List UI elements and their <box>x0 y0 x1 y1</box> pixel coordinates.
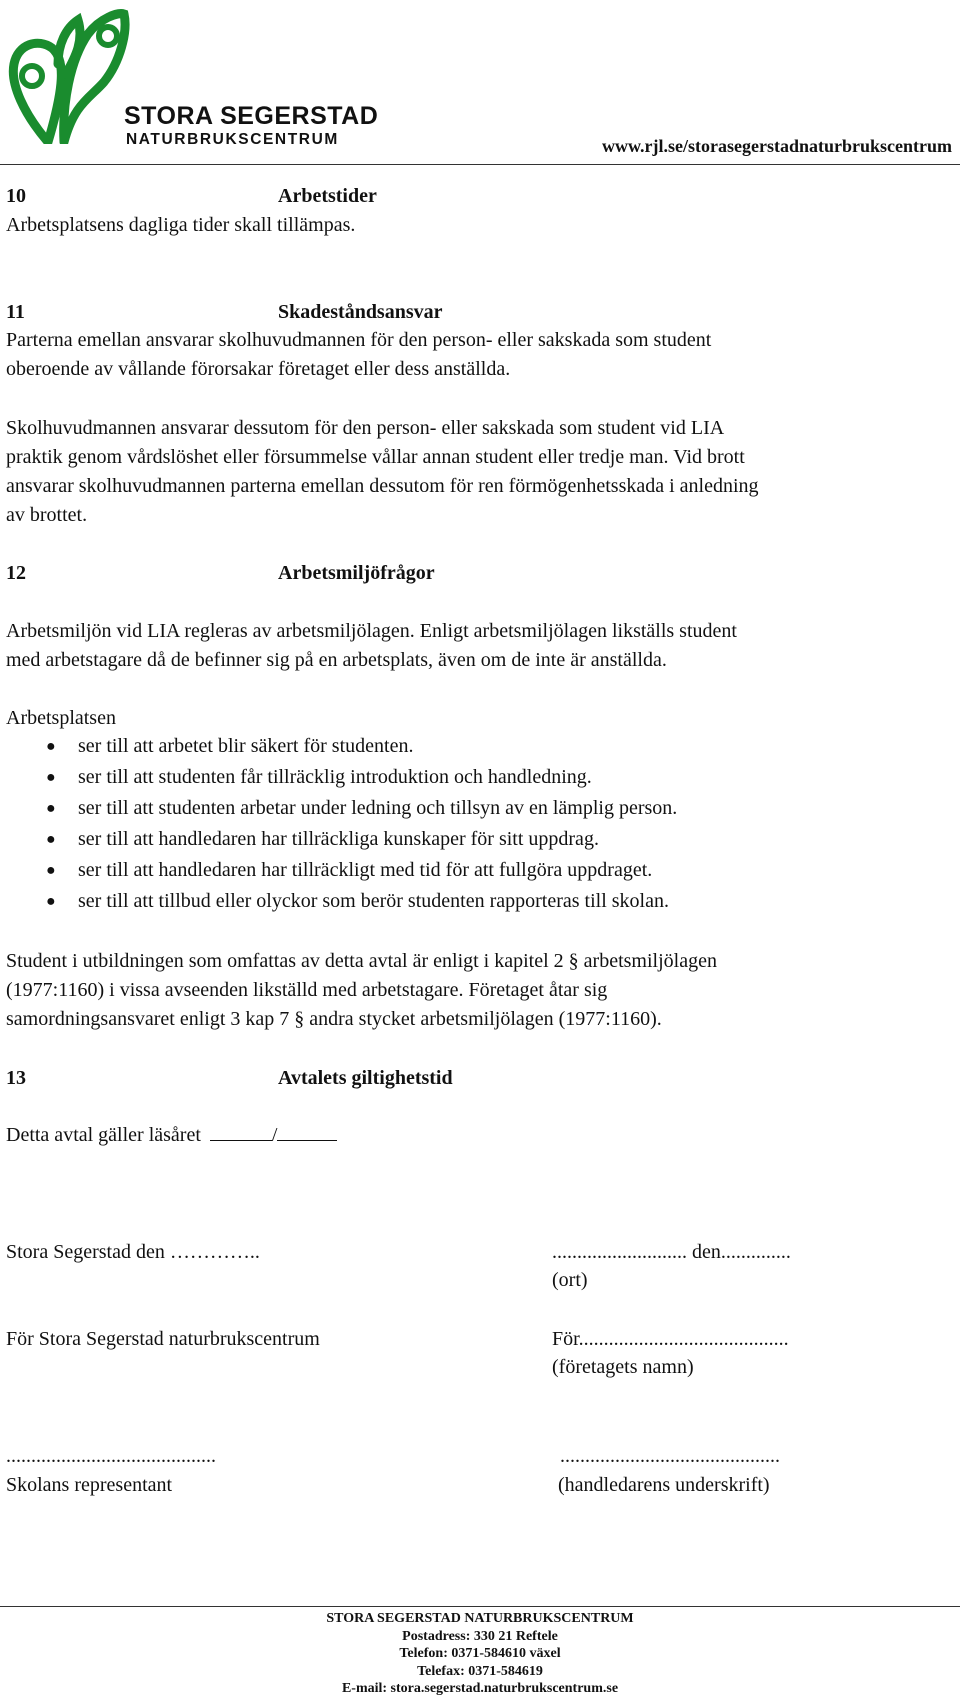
list-item-text: ser till att handledaren har tillräckligt med tid för att fullgöra uppdraget. <box>78 859 653 881</box>
signature-org-right: För.......................................... <box>552 1328 789 1350</box>
bullet-icon: ● <box>46 738 56 755</box>
validity-label: Detta avtal gäller läsåret <box>6 1124 201 1146</box>
bullet-icon: ● <box>46 800 56 817</box>
footer-phone: Telefon: 0371-584610 växel <box>399 1646 561 1661</box>
footer-rule <box>0 1606 960 1607</box>
text-line: med arbetstagare då de befinner sig på en arbetsplats, även om de inte är anställda. <box>6 649 667 671</box>
year-to-field[interactable] <box>277 1122 337 1141</box>
logo-name: STORA SEGERSTAD <box>124 102 379 130</box>
section-11-paragraph-1 <box>6 326 936 384</box>
footer-fax: Telefax: 0371-584619 <box>417 1663 543 1679</box>
text-line: (1977:1160) i vissa avseenden likställd med arbetstagare. Företaget åtar sig <box>6 979 608 1001</box>
list-item <box>6 762 677 793</box>
list-item <box>6 855 677 886</box>
section-12-number: 12 <box>6 562 26 584</box>
signature-place-left: Stora Segerstad den ………….. <box>6 1241 260 1263</box>
logo <box>4 4 379 148</box>
section-12-list-intro: Arbetsplatsen <box>6 707 116 729</box>
section-11-number: 11 <box>6 301 25 323</box>
text-line: samordningsansvaret enligt 3 kap 7 § andra stycket arbetsmiljölagen (1977:1160). <box>6 1008 662 1030</box>
section-12-paragraph-2 <box>6 947 936 1034</box>
list-item-text: ser till att handledaren har tillräckliga kunskaper för sitt uppdrag. <box>78 828 599 850</box>
list-item-text: ser till att studenten får tillräcklig introduktion och handledning. <box>78 766 592 788</box>
signature-line-left: .......................................... <box>6 1445 216 1467</box>
signature-line-right: ............................................ <box>560 1445 780 1467</box>
list-item <box>6 793 677 824</box>
bullet-icon: ● <box>46 862 56 879</box>
signature-label-right: (handledarens underskrift) <box>558 1474 770 1496</box>
signature-place-right: ........................... den.............. <box>552 1241 791 1263</box>
leaf-logo-icon <box>4 4 134 144</box>
bullet-icon: ● <box>46 893 56 910</box>
signature-label-left: Skolans representant <box>6 1474 173 1496</box>
section-13-title: Avtalets giltighetstid <box>278 1067 453 1089</box>
list-item-text: ser till att tillbud eller olyckor som berör studenten rapporteras till skolan. <box>78 890 669 912</box>
list-item <box>6 886 677 917</box>
text-line: av brottet. <box>6 504 88 526</box>
section-12-bullet-list <box>6 731 677 917</box>
text-line: oberoende av vållande förorsakar företaget eller dess anställda. <box>6 358 511 380</box>
footer-org: STORA SEGERSTAD NATURBRUKSCENTRUM <box>326 1611 634 1626</box>
text-line: Parterna emellan ansvarar skolhuvudmannen för den person- eller sakskada som student <box>6 329 712 351</box>
year-from-field[interactable] <box>210 1122 272 1141</box>
section-12-title: Arbetsmiljöfrågor <box>278 562 435 584</box>
text-line: Skolhuvudmannen ansvarar dessutom för den person- eller sakskada som student vid LIA <box>6 417 725 439</box>
text-line: ansvarar skolhuvudmannen parterna emellan dessutom för ren förmögenhetsskada i anledning <box>6 475 759 497</box>
header-rule <box>0 164 960 165</box>
year-separator: / <box>271 1124 278 1146</box>
list-item-text: ser till att studenten arbetar under ledning och tillsyn av en lämplig person. <box>78 797 678 819</box>
section-10-body: Arbetsplatsens dagliga tider skall tillämpas. <box>6 214 356 236</box>
section-10-number: 10 <box>6 185 26 207</box>
section-10-title: Arbetstider <box>278 185 377 207</box>
bullet-icon: ● <box>46 831 56 848</box>
header-url: www.rjl.se/storasegerstadnaturbrukscentrum <box>602 136 952 156</box>
section-11-paragraph-2 <box>6 414 936 530</box>
section-11-title: Skadeståndsansvar <box>278 301 443 323</box>
footer-email: E-mail: stora.segerstad.naturbrukscentrum.se <box>341 1681 619 1696</box>
section-12-paragraph-1 <box>6 617 936 675</box>
signature-org-hint: (företagets namn) <box>552 1356 694 1378</box>
text-line: praktik genom vårdslöshet eller försummelse vållar annan student eller tredje man. Vid brott <box>6 446 745 468</box>
signature-place-hint: (ort) <box>552 1269 588 1291</box>
footer-address: Postadress: 330 21 Reftele <box>402 1628 558 1644</box>
validity-line <box>6 1121 337 1150</box>
text-line: Student i utbildningen som omfattas av detta avtal är enligt i kapitel 2 § arbetsmiljölagen <box>6 950 717 972</box>
bullet-icon: ● <box>46 769 56 786</box>
text-line: Arbetsmiljön vid LIA regleras av arbetsmiljölagen. Enligt arbetsmiljölagen likställs student <box>6 620 737 642</box>
list-item <box>6 824 677 855</box>
list-item <box>6 731 677 762</box>
footer <box>0 1610 960 1698</box>
logo-subtitle: NATURBRUKSCENTRUM <box>126 131 339 148</box>
signature-org-left: För Stora Segerstad naturbrukscentrum <box>6 1328 320 1350</box>
section-13-number: 13 <box>6 1067 26 1089</box>
list-item-text: ser till att arbetet blir säkert för studenten. <box>78 735 414 757</box>
